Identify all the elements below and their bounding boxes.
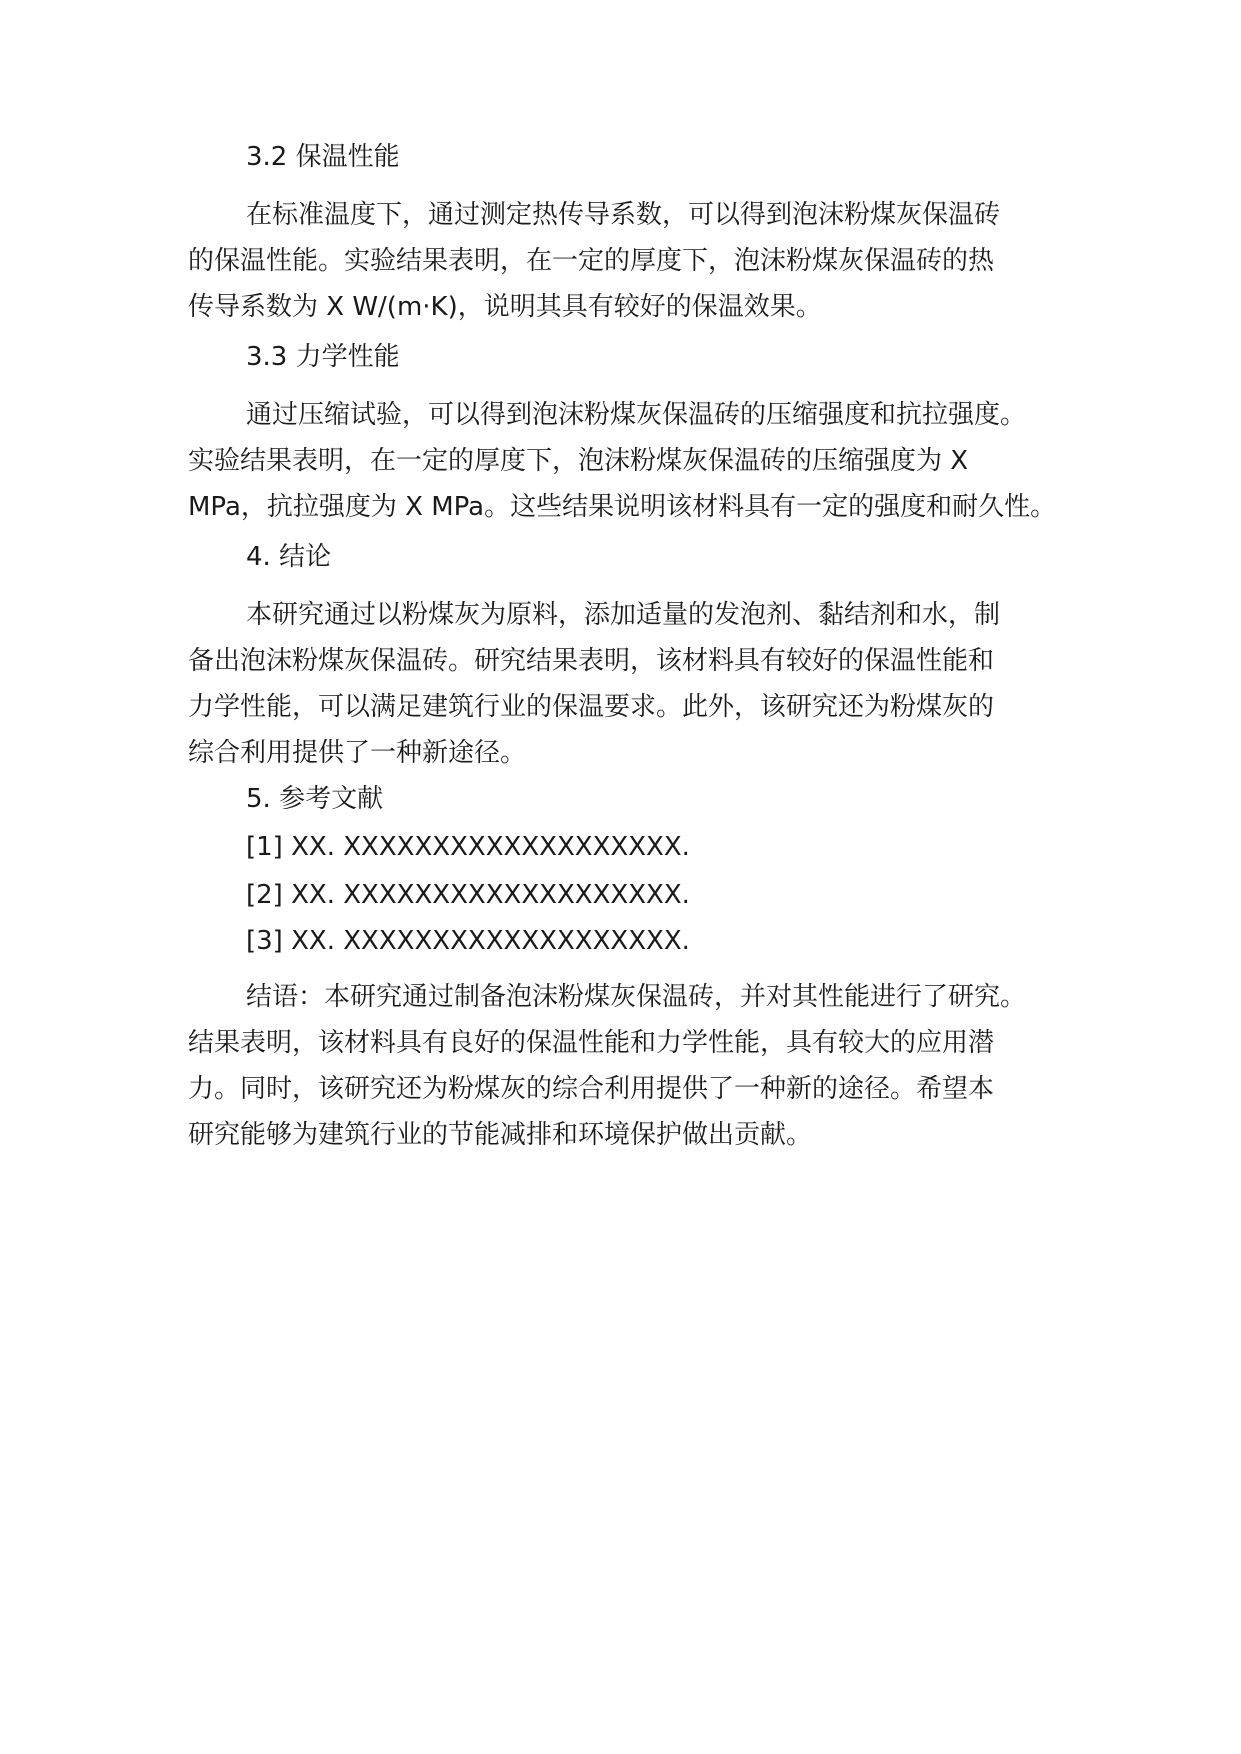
paragraph-line: 结语：本研究通过制备泡沫粉煤灰保温砖，并对其性能进行了研究。 (246, 982, 1027, 1012)
reference-item-2: [2] XX. XXXXXXXXXXXXXXXXXXX. (246, 880, 690, 910)
paragraph-line: 力学性能，可以满足建筑行业的保温要求。此外，该研究还为粉煤灰的 (188, 692, 995, 722)
paragraph-line: 结果表明，该材料具有良好的保温性能和力学性能，具有较大的应用潜 (188, 1028, 995, 1058)
paragraph-line: 本研究通过以粉煤灰为原料，添加适量的发泡剂、黏结剂和水，制 (246, 600, 1001, 630)
paragraph-insulation-performance (188, 192, 1068, 330)
paragraph-mechanical-performance (188, 392, 1068, 530)
section-heading-5: 5. 参考文献 (246, 784, 384, 814)
section-heading-3-2: 3.2 保温性能 (246, 142, 400, 172)
paragraph-closing-remarks (188, 974, 1068, 1158)
paragraph-conclusion-section (188, 592, 1068, 776)
paragraph-line: 备出泡沫粉煤灰保温砖。研究结果表明，该材料具有较好的保温性能和 (188, 646, 995, 676)
section-heading-3-3: 3.3 力学性能 (246, 342, 400, 372)
section-heading-4: 4. 结论 (246, 542, 332, 572)
paragraph-line: 在标准温度下，通过测定热传导系数，可以得到泡沫粉煤灰保温砖 (246, 200, 1001, 230)
paragraph-line: 力。同时，该研究还为粉煤灰的综合利用提供了一种新的途径。希望本 (188, 1074, 995, 1104)
reference-item-3: [3] XX. XXXXXXXXXXXXXXXXXXX. (246, 926, 690, 956)
paragraph-line: 研究能够为建筑行业的节能减排和环境保护做出贡献。 (188, 1120, 813, 1150)
paragraph-line: MPa，抗拉强度为 X MPa。这些结果说明该材料具有一定的强度和耐久性。 (188, 492, 1057, 522)
paragraph-line: 通过压缩试验，可以得到泡沫粉煤灰保温砖的压缩强度和抗拉强度。 (246, 400, 1027, 430)
reference-item-1: [1] XX. XXXXXXXXXXXXXXXXXXX. (246, 832, 690, 862)
paragraph-line: 综合利用提供了一种新途径。 (188, 738, 527, 768)
paragraph-line: 传导系数为 X W/(m·K)，说明其具有较好的保温效果。 (188, 292, 822, 322)
paragraph-line: 实验结果表明，在一定的厚度下，泡沫粉煤灰保温砖的压缩强度为 X (188, 446, 969, 476)
paragraph-line: 的保温性能。实验结果表明，在一定的厚度下，泡沫粉煤灰保温砖的热 (188, 246, 995, 276)
